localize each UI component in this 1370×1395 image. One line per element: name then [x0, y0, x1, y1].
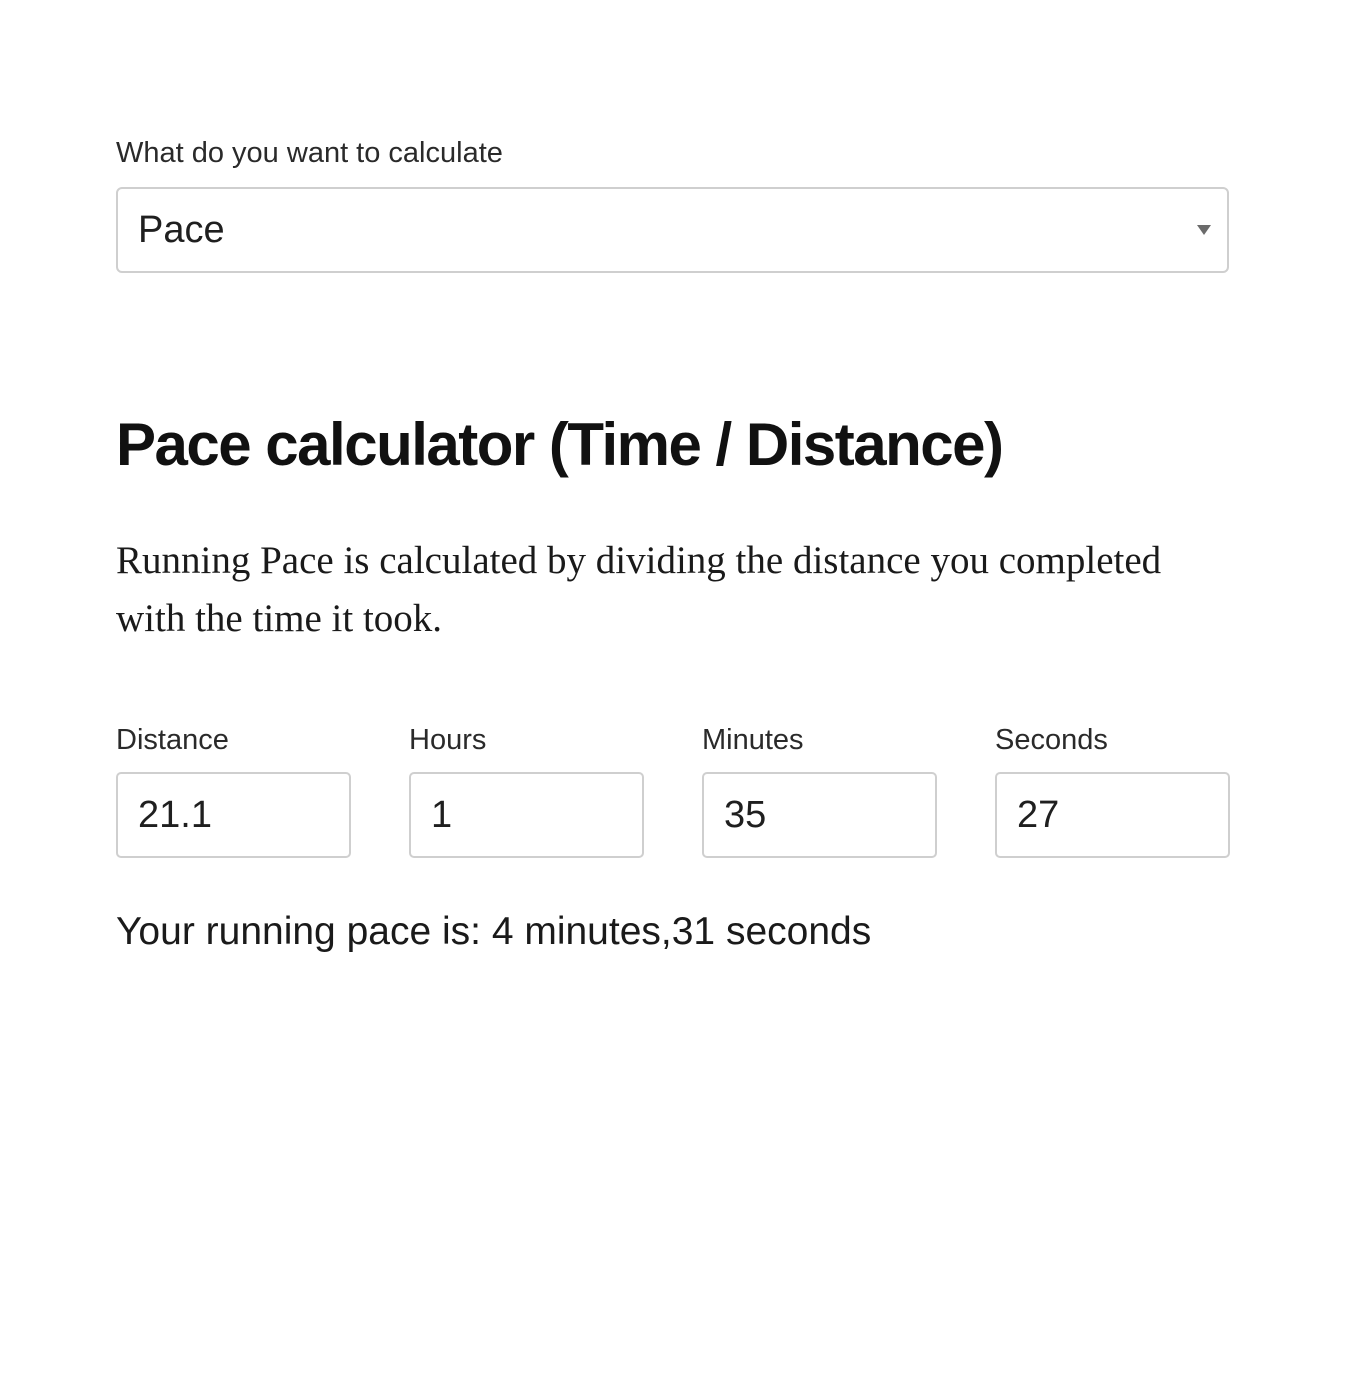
calculator-description: Running Pace is calculated by dividing the distance you completed with the time it took.: [116, 539, 1162, 640]
minutes-label: Minutes: [702, 724, 804, 756]
calculate-select-value: Pace: [138, 208, 225, 251]
chevron-down-icon: [1197, 225, 1211, 235]
seconds-field-group: [995, 720, 1230, 760]
distance-field-group: [116, 720, 351, 760]
time-distance-fields: [116, 720, 1229, 860]
pace-result: Your running pace is: 4 minutes,31 seconds: [116, 910, 872, 953]
minutes-field-group: [702, 720, 937, 760]
calculate-select-label: What do you want to calculate: [116, 137, 503, 169]
seconds-label: Seconds: [995, 724, 1108, 756]
hours-label: Hours: [409, 724, 487, 756]
minutes-input[interactable]: [702, 772, 937, 858]
seconds-input[interactable]: [995, 772, 1230, 858]
hours-input[interactable]: [409, 772, 644, 858]
hours-field-group: [409, 720, 644, 760]
calculate-select[interactable]: [116, 187, 1229, 273]
distance-input[interactable]: [116, 772, 351, 858]
page-title: Pace calculator (Time / Distance): [116, 411, 1003, 478]
distance-label: Distance: [116, 724, 229, 756]
